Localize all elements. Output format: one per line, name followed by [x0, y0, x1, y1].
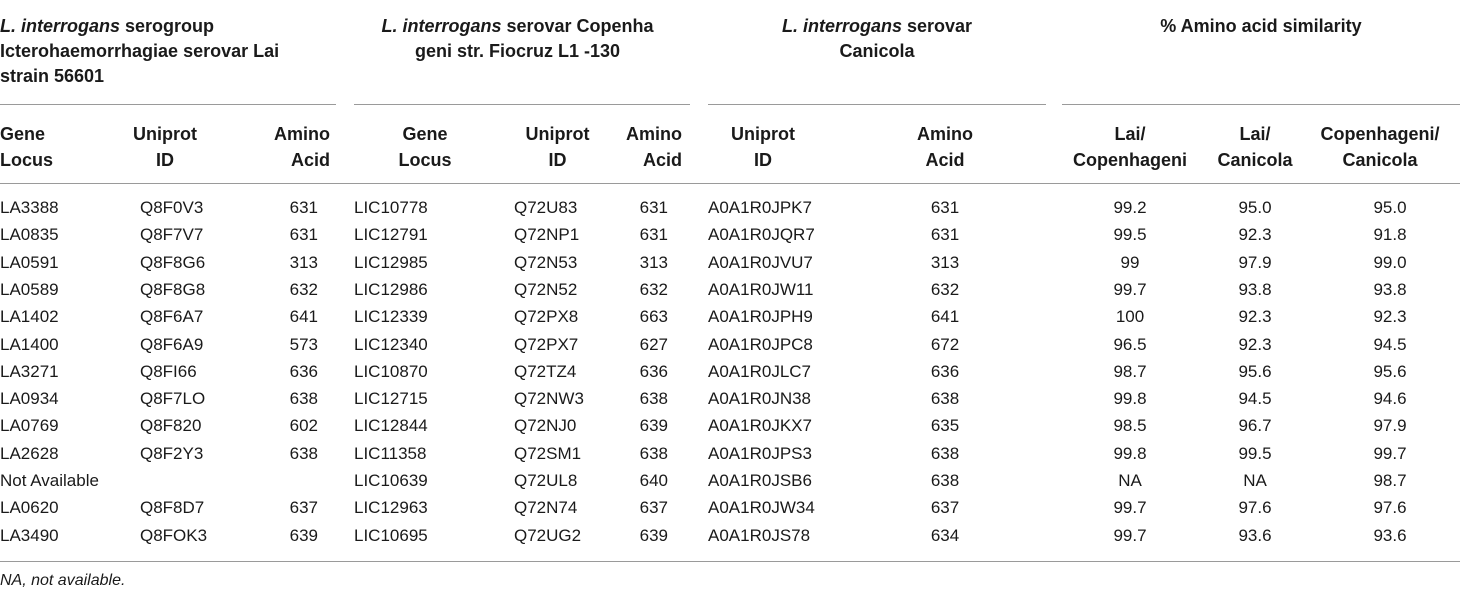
cell-amino-acid: 632 — [930, 279, 960, 299]
cell-lai-canicola: 94.5 — [1238, 389, 1272, 409]
col-header-line: Locus — [398, 150, 452, 170]
cell-uniprot-id: Q72NW3 — [514, 389, 584, 409]
cell-gene-locus: LA3490 — [0, 525, 59, 545]
cell-uniprot-id: A0A1R0JPS3 — [708, 443, 812, 463]
group-header-canicola — [708, 14, 1046, 64]
cell-uniprot-id: A0A1R0JSB6 — [708, 471, 812, 490]
col-header-copenhageni-canicola — [1305, 121, 1455, 173]
cell-lai-canicola: 95.0 — [1238, 198, 1272, 217]
col-header-amino-acid — [610, 121, 682, 173]
cell-uniprot-id: Q8F8D7 — [140, 498, 205, 518]
col-header-line: Amino — [274, 124, 330, 144]
cell-gene-locus: LIC11358 — [354, 443, 427, 463]
cell-uniprot-id: Q72N53 — [514, 252, 578, 272]
col-header-line: Amino — [917, 124, 973, 144]
cell-lai-canicola: 92.3 — [1238, 225, 1272, 245]
cell-amino-acid: 573 — [289, 334, 318, 354]
cell-amino-acid: 672 — [930, 334, 960, 354]
cell-copenhageni-canicola: 94.6 — [1373, 389, 1407, 409]
cell-amino-acid: 641 — [289, 307, 318, 327]
cell-uniprot-id: Q8F8G8 — [140, 279, 206, 299]
species-name: L. interrogans — [781, 16, 902, 36]
col-header-line: Copenhageni — [1072, 150, 1187, 170]
cell-gene-locus: LIC12715 — [354, 389, 428, 409]
cell-gene-locus: LIC12986 — [354, 279, 428, 299]
cell-copenhageni-canicola: 93.8 — [1373, 279, 1407, 299]
group-rule — [0, 104, 336, 105]
cell-lai-copenhageni: 99.2 — [1113, 198, 1147, 217]
col-header-line: Copenhageni/ — [1320, 124, 1440, 144]
cell-uniprot-id: Q8F2Y3 — [140, 443, 204, 463]
cell-lai-copenhageni: 99 — [1120, 252, 1140, 272]
cell-gene-locus: LIC10639 — [354, 471, 428, 490]
col-header-gene-locus — [380, 121, 470, 173]
cell-lai-copenhageni: 99.7 — [1113, 498, 1147, 518]
cell-uniprot-id: A0A1R0JQR7 — [708, 225, 815, 245]
cell-lai-canicola: 92.3 — [1238, 334, 1272, 354]
cell-copenhageni-canicola: 97.9 — [1373, 416, 1407, 436]
col-header-line: Amino — [626, 124, 682, 144]
cell-amino-acid: 637 — [930, 498, 960, 518]
cell-copenhageni-canicola: 98.7 — [1373, 471, 1407, 490]
cell-uniprot-id: Q8F6A7 — [140, 307, 204, 327]
cell-lai-canicola: 99.5 — [1238, 443, 1272, 463]
cell-uniprot-id: A0A1R0JW11 — [708, 279, 814, 299]
cell-copenhageni-canicola: 99.0 — [1373, 252, 1407, 272]
cell-amino-acid: 638 — [289, 389, 318, 409]
cell-gene-locus: LIC10695 — [354, 525, 428, 545]
cell-amino-acid: 313 — [639, 252, 668, 272]
cell-copenhageni-canicola: 95.0 — [1373, 198, 1407, 217]
col-header-line: Acid — [925, 150, 965, 170]
group-rule — [1062, 104, 1460, 105]
cell-gene-locus: LIC10778 — [354, 198, 428, 217]
cell-uniprot-id: Q72PX7 — [514, 334, 579, 354]
col-header-line: Locus — [0, 150, 54, 170]
cell-lai-canicola: 93.6 — [1238, 525, 1272, 545]
col-header-line: Lai/ — [1114, 124, 1146, 144]
cell-amino-acid: 635 — [930, 416, 960, 436]
cell-copenhageni-canicola: 97.6 — [1373, 498, 1407, 518]
cell-uniprot-id: Q8F820 — [140, 416, 202, 436]
cell-amino-acid: 637 — [639, 498, 668, 518]
group-header-text: serovar — [901, 16, 973, 36]
group-header-text: % Amino acid similarity — [1160, 16, 1362, 36]
cell-gene-locus: LA0934 — [0, 389, 59, 409]
cell-amino-acid: 636 — [289, 361, 318, 381]
cell-amino-acid: 631 — [639, 198, 668, 217]
col-header-line: Acid — [290, 150, 330, 170]
col-header-uniprot-id — [718, 121, 808, 173]
cell-gene-locus: LIC12791 — [354, 225, 428, 245]
cell-lai-copenhageni: 99.8 — [1113, 443, 1147, 463]
group-header-lai — [0, 14, 330, 89]
cell-amino-acid: 636 — [930, 361, 960, 381]
cell-uniprot-id: Q8F6A9 — [140, 334, 204, 354]
cell-amino-acid: 631 — [930, 225, 960, 245]
col-header-line: Uniprot — [133, 124, 197, 144]
cell-copenhageni-canicola: 93.6 — [1373, 525, 1407, 545]
cell-gene-locus: LA1400 — [0, 334, 59, 354]
group-header-similarity — [1062, 14, 1460, 39]
cell-uniprot-id: Q8F7LO — [140, 389, 206, 409]
cell-uniprot-id: A0A1R0JPC8 — [708, 334, 813, 354]
cell-lai-canicola: 96.7 — [1238, 416, 1272, 436]
cell-lai-copenhageni: 99.7 — [1113, 279, 1147, 299]
cell-uniprot-id: A0A1R0JKX7 — [708, 416, 812, 436]
cell-lai-copenhageni: 100 — [1115, 307, 1145, 327]
cell-uniprot-id: A0A1R0JN38 — [708, 389, 812, 409]
cell-gene-locus: LA0769 — [0, 416, 59, 436]
cell-uniprot-id: A0A1R0JW34 — [708, 498, 815, 518]
cell-uniprot-id: Q72UL8 — [514, 471, 578, 490]
cell-gene-locus: LIC10870 — [354, 361, 428, 381]
group-header-text: Canicola — [839, 41, 915, 61]
cell-amino-acid: 631 — [930, 198, 960, 217]
cell-uniprot-id: Q72TZ4 — [514, 361, 577, 381]
cell-uniprot-id: A0A1R0JVU7 — [708, 252, 813, 272]
cell-uniprot-id: Q8F8G6 — [140, 252, 206, 272]
cell-gene-locus: LA0620 — [0, 498, 59, 518]
cell-uniprot-id: A0A1R0JS78 — [708, 525, 811, 545]
cell-amino-acid: 638 — [639, 389, 668, 409]
table-bottom-rule — [0, 561, 1460, 562]
cell-uniprot-id: Q72N52 — [514, 279, 578, 299]
species-name: L. interrogans — [381, 16, 502, 36]
cell-amino-acid: 313 — [289, 252, 318, 272]
cell-uniprot-id: Q72N74 — [514, 498, 578, 518]
group-header-text: geni str. Fiocruz L1 -130 — [414, 41, 621, 61]
col-header-line: ID — [754, 150, 772, 170]
cell-gene-locus: LIC12963 — [354, 498, 428, 518]
cell-gene-locus: LA1402 — [0, 307, 59, 327]
cell-gene-locus: LA2628 — [0, 443, 59, 463]
cell-lai-canicola: 97.6 — [1238, 498, 1272, 518]
cell-gene-locus: LA3271 — [0, 361, 59, 381]
cell-amino-acid: 602 — [289, 416, 318, 436]
col-header-amino-acid — [250, 121, 330, 173]
cell-uniprot-id: Q72U83 — [514, 198, 578, 217]
cell-amino-acid: 638 — [639, 443, 668, 463]
footnote: NA, not available. — [0, 572, 126, 589]
col-header-line: Canicola — [1342, 150, 1418, 170]
cell-amino-acid: 638 — [930, 471, 960, 490]
cell-lai-canicola: NA — [1243, 471, 1267, 490]
cell-lai-canicola: 93.8 — [1238, 279, 1272, 299]
col-header-lai-copenhageni — [1060, 121, 1200, 173]
cell-amino-acid: 637 — [289, 498, 318, 518]
cell-amino-acid: 634 — [930, 525, 960, 545]
col-header-line: Lai/ — [1239, 124, 1271, 144]
col-header-line: Canicola — [1217, 150, 1293, 170]
col-header-uniprot-id — [510, 121, 605, 173]
cell-amino-acid: 632 — [639, 279, 668, 299]
cell-uniprot-id: Q72NJ0 — [514, 416, 577, 436]
cell-lai-copenhageni: 99.7 — [1113, 525, 1147, 545]
group-header-text: Icterohaemorrhagiae serovar Lai — [0, 41, 280, 61]
cell-gene-locus: Not Available — [0, 471, 99, 490]
group-rule — [354, 104, 690, 105]
cell-amino-acid: 638 — [930, 389, 960, 409]
cell-uniprot-id: Q72PX8 — [514, 307, 579, 327]
cell-lai-copenhageni: 96.5 — [1113, 334, 1147, 354]
group-header-text: strain 56601 — [0, 66, 105, 86]
cell-amino-acid: 632 — [289, 279, 318, 299]
cell-uniprot-id: Q72NP1 — [514, 225, 580, 245]
col-header-amino-acid — [900, 121, 990, 173]
cell-amino-acid: 640 — [639, 471, 668, 490]
cell-copenhageni-canicola: 92.3 — [1373, 307, 1407, 327]
cell-lai-copenhageni: 99.8 — [1113, 389, 1147, 409]
cell-uniprot-id: Q72SM1 — [514, 443, 582, 463]
cell-uniprot-id: A0A1R0JLC7 — [708, 361, 812, 381]
cell-gene-locus: LA0835 — [0, 225, 59, 245]
cell-gene-locus: LA0589 — [0, 279, 59, 299]
group-header-text: serogroup — [120, 16, 215, 36]
cell-lai-copenhageni: 99.5 — [1113, 225, 1147, 245]
cell-lai-canicola: 95.6 — [1238, 361, 1272, 381]
col-header-uniprot-id — [120, 121, 210, 173]
cell-copenhageni-canicola: 91.8 — [1373, 225, 1407, 245]
cell-amino-acid: 639 — [289, 525, 318, 545]
species-name: L. interrogans — [0, 16, 121, 36]
col-header-lai-canicola — [1205, 121, 1305, 173]
cell-gene-locus: LIC12340 — [354, 334, 428, 354]
cell-gene-locus: LA3388 — [0, 198, 59, 217]
cell-lai-copenhageni: 98.7 — [1113, 361, 1147, 381]
cell-uniprot-id: Q8F7V7 — [140, 225, 204, 245]
cell-amino-acid: 631 — [289, 225, 318, 245]
cell-uniprot-id: Q8FOK3 — [140, 525, 208, 545]
cell-uniprot-id: A0A1R0JPK7 — [708, 198, 812, 217]
cell-copenhageni-canicola: 94.5 — [1373, 334, 1407, 354]
col-header-line: Uniprot — [525, 124, 590, 144]
col-header-line: Acid — [642, 150, 682, 170]
cell-amino-acid: 638 — [289, 443, 318, 463]
col-header-line: Gene — [0, 124, 46, 144]
cell-uniprot-id: Q8F0V3 — [140, 198, 204, 217]
cell-lai-copenhageni: 98.5 — [1113, 416, 1147, 436]
cell-uniprot-id: Q72UG2 — [514, 525, 582, 545]
cell-uniprot-id: A0A1R0JPH9 — [708, 307, 813, 327]
group-header-copenhageni — [345, 14, 690, 64]
cell-amino-acid: 313 — [930, 252, 960, 272]
cell-gene-locus: LIC12844 — [354, 416, 428, 436]
header-rule — [0, 183, 1460, 184]
cell-lai-canicola: 97.9 — [1238, 252, 1272, 272]
cell-gene-locus: LIC12339 — [354, 307, 428, 327]
cell-gene-locus: LA0591 — [0, 252, 59, 272]
col-header-line: Gene — [402, 124, 448, 144]
cell-amino-acid: 641 — [930, 307, 960, 327]
group-header-text: serovar Copenha — [501, 16, 654, 36]
cell-uniprot-id: Q8FI66 — [140, 361, 197, 381]
group-rule — [708, 104, 1046, 105]
cell-copenhageni-canicola: 99.7 — [1373, 443, 1407, 463]
cell-lai-copenhageni: NA — [1118, 471, 1142, 490]
cell-amino-acid: 663 — [639, 307, 668, 327]
cell-amino-acid: 638 — [930, 443, 960, 463]
col-header-line: ID — [156, 150, 174, 170]
col-header-gene-locus — [0, 121, 53, 173]
cell-amino-acid: 631 — [639, 225, 668, 245]
col-header-line: ID — [548, 150, 567, 170]
cell-amino-acid: 627 — [639, 334, 668, 354]
cell-amino-acid: 639 — [639, 525, 668, 545]
col-header-line: Uniprot — [731, 124, 795, 144]
cell-amino-acid: 639 — [639, 416, 668, 436]
cell-gene-locus: LIC12985 — [354, 252, 428, 272]
cell-amino-acid: 636 — [639, 361, 668, 381]
cell-lai-canicola: 92.3 — [1238, 307, 1272, 327]
cell-copenhageni-canicola: 95.6 — [1373, 361, 1407, 381]
cell-amino-acid: 631 — [289, 198, 318, 217]
